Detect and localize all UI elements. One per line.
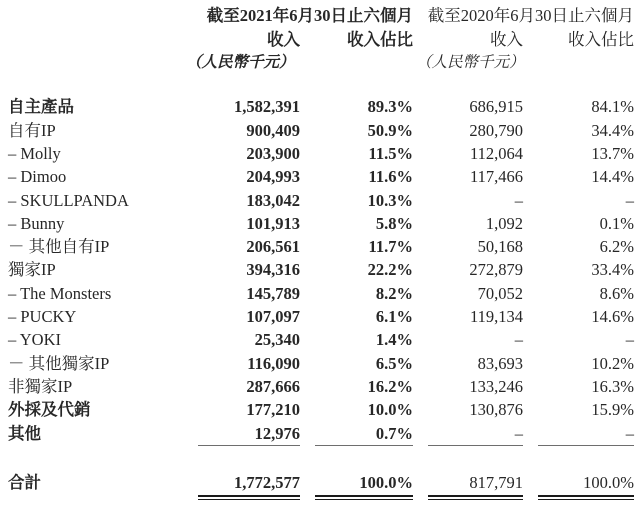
- rule-cell: [523, 445, 634, 453]
- unit-label-2020: （人民幣千元）: [416, 53, 525, 71]
- revenue-2020-value: 117,466: [469, 167, 523, 187]
- gap-row: [0, 453, 634, 471]
- table-row: [0, 376, 634, 399]
- rule-cell: [300, 495, 413, 504]
- revenue-2021-value: 206,561: [246, 237, 300, 257]
- table-row: [0, 166, 634, 189]
- single-rule: [198, 445, 300, 446]
- revenue-2021-value: 177,210: [246, 400, 300, 420]
- share-2021-value: 10.3%: [367, 190, 413, 210]
- share-2021-value: 0.7%: [375, 423, 413, 443]
- table-row: [0, 119, 634, 142]
- rule-cell: [183, 495, 300, 504]
- rule-cell: [300, 445, 413, 453]
- revenue-2021-value: 287,666: [246, 376, 300, 396]
- double-rule: [538, 495, 634, 500]
- table-row: [0, 143, 634, 166]
- label-column-header: [0, 0, 183, 27]
- table-row: [0, 399, 634, 422]
- share-2020-value: 10.2%: [591, 353, 634, 373]
- share-2021-value: 89.3%: [367, 97, 413, 117]
- revenue-2020-value: –: [514, 423, 523, 443]
- share-2020-value: 15.9%: [591, 400, 634, 420]
- row-label: 自主產品: [8, 97, 74, 117]
- col-header-share-2020: 收入佔比: [568, 29, 634, 49]
- total-revenue-2021: 1,772,577: [234, 473, 300, 493]
- rule-spacer: [0, 495, 183, 504]
- share-2021-value: 6.5%: [375, 353, 413, 373]
- header-gap: [0, 73, 634, 96]
- revenue-2020-value: 70,052: [477, 283, 523, 303]
- share-2021-value: 50.9%: [367, 120, 413, 140]
- period-header-row: [0, 0, 634, 27]
- share-2020-value: –: [625, 190, 634, 210]
- revenue-2020-value: –: [514, 190, 523, 210]
- single-rule: [315, 445, 413, 446]
- share-2021-value: 6.1%: [375, 307, 413, 327]
- share-2020-value: 6.2%: [599, 237, 634, 257]
- total-share-2020: 100.0%: [583, 473, 634, 493]
- total-row: [0, 471, 634, 495]
- share-2021-value: 5.8%: [375, 213, 413, 233]
- share-2020-value: 16.3%: [591, 376, 634, 396]
- row-label: – Dimoo: [8, 167, 67, 187]
- table-row: [0, 422, 634, 445]
- gap-cell: [0, 453, 634, 471]
- col-header-revenue-2020: 收入: [490, 29, 523, 49]
- revenue-2021-value: 183,042: [246, 190, 300, 210]
- revenue-2020-value: –: [514, 330, 523, 350]
- total-label: 合計: [8, 473, 41, 493]
- period-header-2021: 截至2021年6月30日止六個月: [206, 5, 413, 25]
- share-2021-value: 11.5%: [368, 143, 413, 163]
- revenue-2021-value: 116,090: [247, 353, 300, 373]
- row-label: 獨家IP: [8, 260, 56, 280]
- rule-cell: [523, 495, 634, 504]
- revenue-2020-value: 280,790: [469, 120, 523, 140]
- revenue-2020-value: 133,246: [469, 376, 523, 396]
- share-2021-value: 1.4%: [375, 330, 413, 350]
- revenue-2021-value: 107,097: [246, 307, 300, 327]
- revenue-2021-value: 1,582,391: [234, 97, 300, 117]
- unit-header-row: [0, 51, 634, 73]
- share-2020-value: 84.1%: [591, 97, 634, 117]
- table-row: [0, 329, 634, 352]
- revenue-2021-value: 394,316: [246, 260, 300, 280]
- table-row: [0, 96, 634, 119]
- share-2020-value: 14.6%: [591, 307, 634, 327]
- row-label: – The Monsters: [8, 283, 112, 303]
- revenue-2020-value: 130,876: [469, 400, 523, 420]
- share-2020-value: 34.4%: [591, 120, 634, 140]
- row-label: – PUCKY: [8, 307, 77, 327]
- share-2020-value: 0.1%: [599, 213, 634, 233]
- revenue-2020-value: 272,879: [469, 260, 523, 280]
- double-rule-row: [0, 495, 634, 504]
- rule-cell: [413, 445, 523, 453]
- label-column-spacer: [0, 51, 183, 73]
- revenue-2020-value: 1,092: [485, 213, 523, 233]
- unit-label-2021: （人民幣千元）: [186, 53, 295, 71]
- table-row: [0, 282, 634, 305]
- share-2020-value: –: [625, 330, 634, 350]
- row-label: 外採及代銷: [8, 400, 91, 420]
- period-header-2020: 截至2020年6月30日止六個月: [427, 5, 634, 25]
- row-label: － 其他自有IP: [8, 237, 110, 257]
- share-2020-value: 8.6%: [599, 283, 634, 303]
- rule-spacer: [0, 445, 183, 453]
- revenue-2021-value: 25,340: [254, 330, 300, 350]
- revenue-2020-value: 112,064: [469, 143, 523, 163]
- single-rule: [428, 445, 523, 446]
- share-2020-value: 14.4%: [591, 167, 634, 187]
- revenue-2021-value: 12,976: [254, 423, 300, 443]
- row-label: – YOKI: [8, 330, 62, 350]
- double-rule: [428, 495, 523, 500]
- revenue-2021-value: 203,900: [246, 143, 300, 163]
- revenue-2021-value: 101,913: [246, 213, 300, 233]
- share-2021-value: 10.0%: [367, 400, 413, 420]
- revenue-2020-value: 686,915: [469, 97, 523, 117]
- row-label: 自有IP: [8, 120, 56, 140]
- row-label: – SKULLPANDA: [8, 190, 129, 210]
- row-label: － 其他獨家IP: [8, 353, 110, 373]
- share-2021-value: 8.2%: [375, 283, 413, 303]
- share-2021-value: 22.2%: [367, 260, 413, 280]
- table-row: [0, 236, 634, 259]
- share-2021-value: 11.6%: [368, 167, 413, 187]
- single-rule: [538, 445, 634, 446]
- share-2020-value: 13.7%: [591, 143, 634, 163]
- revenue-2021-value: 145,789: [246, 283, 300, 303]
- col-header-share-2021: 收入佔比: [347, 29, 413, 49]
- total-share-2021: 100.0%: [359, 473, 413, 493]
- revenue-2020-value: 83,693: [477, 353, 523, 373]
- single-rule-row: [0, 445, 634, 453]
- total-revenue-2020: 817,791: [469, 473, 523, 493]
- share-2021-value: 11.7%: [368, 237, 413, 257]
- double-rule: [198, 495, 300, 500]
- share-2020-value: 33.4%: [591, 260, 634, 280]
- row-label: – Molly: [8, 143, 61, 163]
- table-row: [0, 189, 634, 212]
- rule-cell: [183, 445, 300, 453]
- rule-cell: [413, 495, 523, 504]
- table-row: [0, 352, 634, 375]
- revenue-2021-value: 900,409: [246, 120, 300, 140]
- table-row: [0, 306, 634, 329]
- row-label: – Bunny: [8, 213, 65, 233]
- row-label: 其他: [8, 423, 41, 443]
- share-2021-value: 16.2%: [367, 376, 413, 396]
- table-row: [0, 259, 634, 282]
- label-column-spacer: [0, 27, 183, 51]
- column-header-row: [0, 27, 634, 51]
- share-2020-value: –: [625, 423, 634, 443]
- revenue-2020-value: 119,134: [469, 307, 523, 327]
- revenue-2021-value: 204,993: [246, 167, 300, 187]
- row-label: 非獨家IP: [8, 376, 73, 396]
- double-rule: [315, 495, 413, 500]
- col-header-revenue-2021: 收入: [267, 29, 300, 49]
- table-row: [0, 212, 634, 235]
- revenue-2020-value: 50,168: [477, 237, 523, 257]
